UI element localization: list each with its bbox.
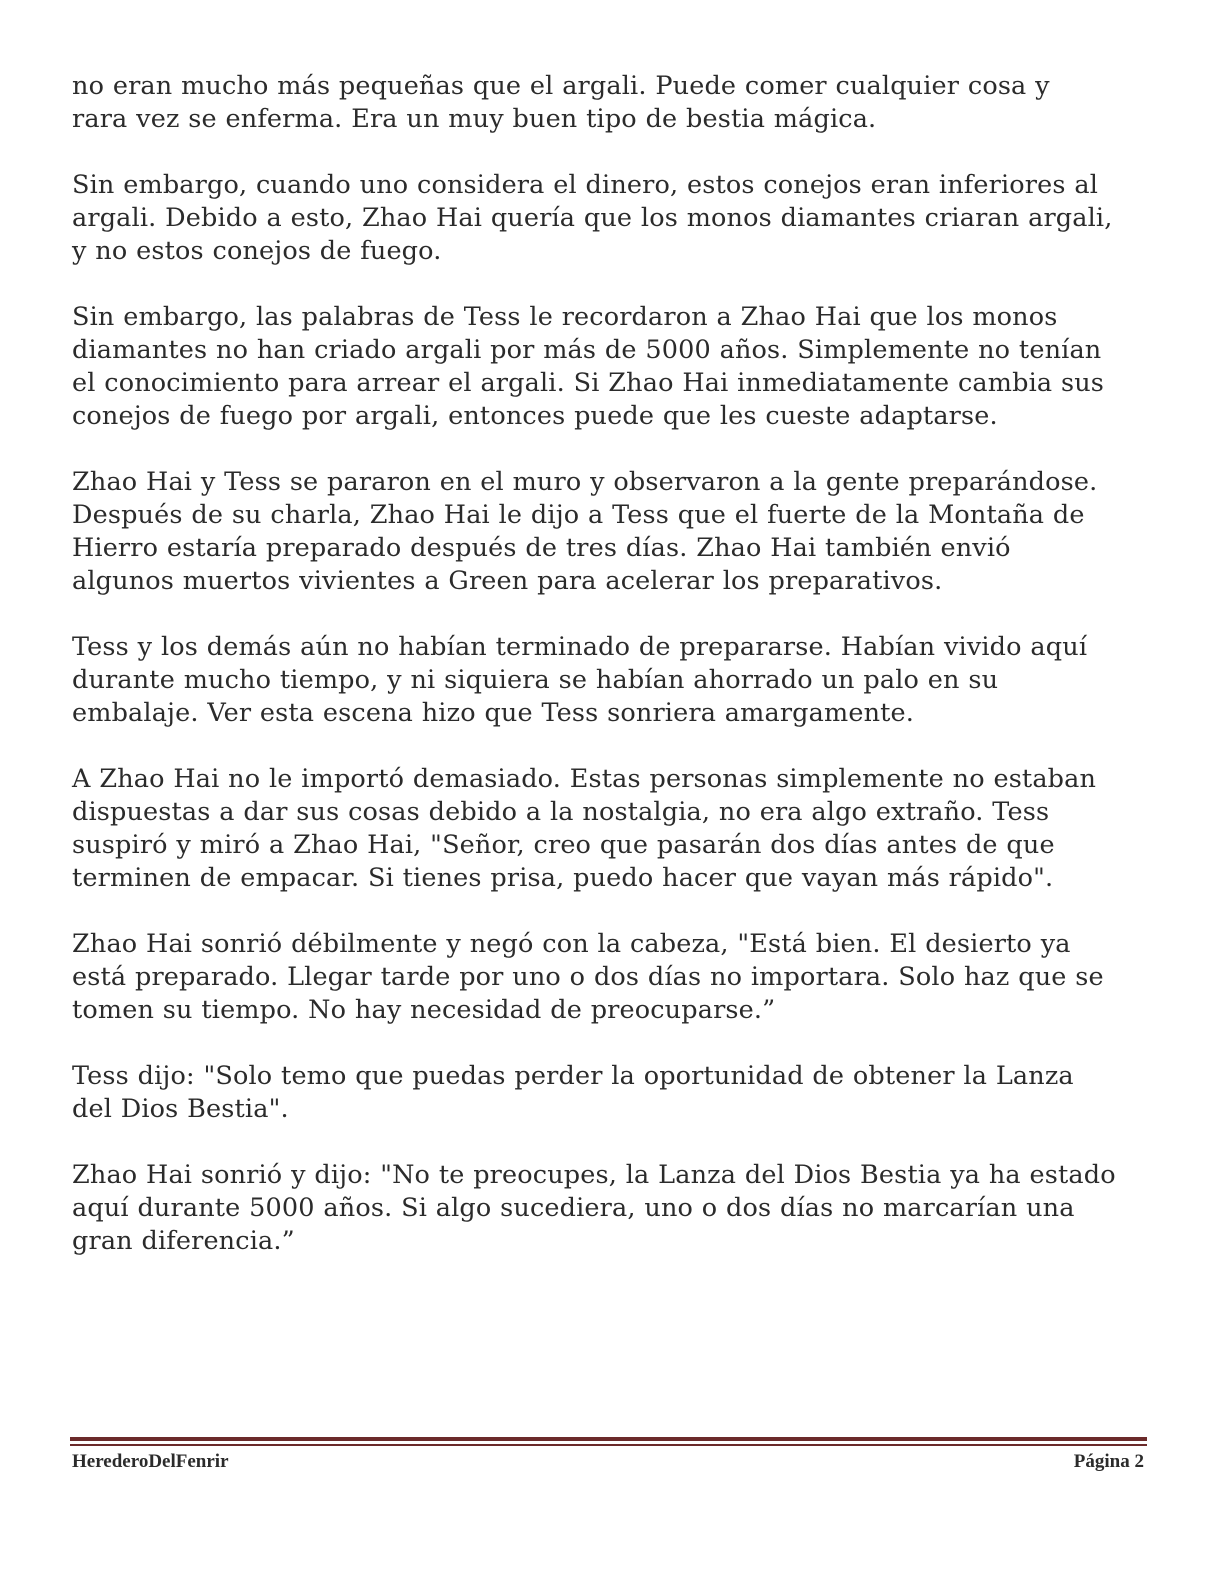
footer-author: HerederoDelFenrir xyxy=(72,1451,229,1472)
body-text xyxy=(72,70,1152,1291)
paragraph-5: Tess y los demás aún no habían terminado de prepararse. Habían vivido aquí durante mucho tiempo, y ni siquiera se habían ahorrado un palo en su embalaje. Ver esta escena hizo que Tess sonriera amargamente. xyxy=(72,632,1088,728)
footer-divider-thick xyxy=(70,1437,1147,1441)
paragraph-1: no eran mucho más pequeñas que el argali. Puede comer cualquier cosa y rara vez se enferma. Era un muy buen tipo de bestia mágica. xyxy=(72,71,1050,134)
paragraph-4: Zhao Hai y Tess se pararon en el muro y observaron a la gente preparándose. Después de su charla, Zhao Hai le dijo a Tess que el fuerte de la Montaña de Hierro estaría preparado después de tres días. Zhao Hai también envió algunos muertos vivientes a Green para acelerar los preparativos. xyxy=(72,467,1098,596)
footer-divider-thin xyxy=(70,1444,1147,1446)
paragraph-7: Zhao Hai sonrió débilmente y negó con la cabeza, "Está bien. El desierto ya está preparado. Llegar tarde por uno o dos días no importara. Solo haz que se tomen su tiempo. No hay necesidad de preocuparse.” xyxy=(72,929,1104,1025)
paragraph-6: A Zhao Hai no le importó demasiado. Estas personas simplemente no estaban dispuestas a dar sus cosas debido a la nostalgia, no era algo extraño. Tess suspiró y miró a Zhao Hai, "Señor, creo que pasarán dos días antes de que terminen de empacar. Si tienes prisa, puedo hacer que vayan más rápido". xyxy=(72,764,1097,893)
footer-page-number: Página 2 xyxy=(1073,1451,1144,1472)
paragraph-8: Tess dijo: "Solo temo que puedas perder la oportunidad de obtener la Lanza del Dios Bestia". xyxy=(72,1061,1074,1124)
paragraph-9: Zhao Hai sonrió y dijo: "No te preocupes, la Lanza del Dios Bestia ya ha estado aquí durante 5000 años. Si algo sucediera, uno o dos días no marcarían una gran diferencia.” xyxy=(72,1160,1116,1256)
paragraph-2: Sin embargo, cuando uno considera el dinero, estos conejos eran inferiores al argali. Debido a esto, Zhao Hai quería que los monos diamantes criaran argali, y no estos conejos de fuego. xyxy=(72,170,1113,266)
paragraph-3: Sin embargo, las palabras de Tess le recordaron a Zhao Hai que los monos diamantes no han criado argali por más de 5000 años. Simplemente no tenían el conocimiento para arrear el argali. Si Zhao Hai inmediatamente cambia sus conejos de fuego por argali, entonces puede que les cueste adaptarse. xyxy=(72,302,1105,431)
